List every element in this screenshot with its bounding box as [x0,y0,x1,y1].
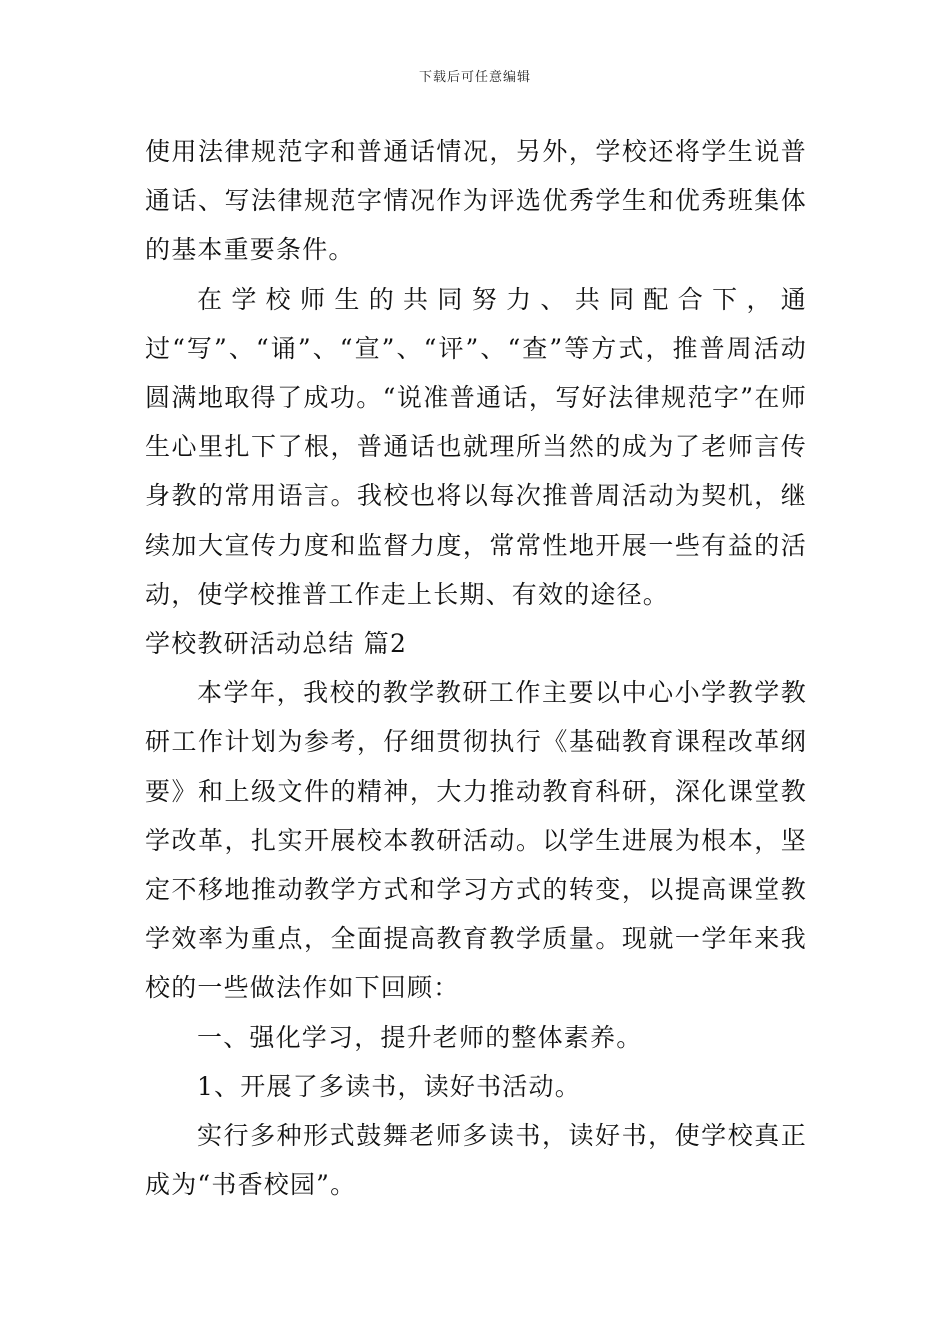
paragraph-promotion-summary: 在学校师生的共同努力、共同配合下，通过“写”、“诵”、“宣”、“评”、“查”等方式，推普周活动圆满地取得了成功。“说准普通话，写好法律规范字”在师生心里扎下了根，普通话也就理所当然的成为了老师言传身教的常用语言。我校也将以每次推普周活动为契机，继续加大宣传力度和监督力度，常常性地开展一些有益的活动，使学校推普工作走上长期、有效的途径。 [145,284,807,609]
page-header-note: 下载后可任意编辑 [418,70,531,85]
paragraph-reading-campaign: 实行多种形式鼓舞老师多读书，读好书，使学校真正成为“书香校园”。 [145,1121,807,1200]
paragraph-subpoint-one: 1、开展了多读书，读好书活动。 [197,1071,581,1101]
paragraph-point-one: 一、强化学习，提升老师的整体素养。 [197,1022,643,1052]
paragraph-continuation: 使用法律规范字和普通话情况，另外，学校还将学生说普通话、写法律规范字情况作为评选优秀学生和优秀班集体的基本重要条件。 [145,137,807,265]
paragraph-year-overview: 本学年，我校的教学教研工作主要以中心小学教学教研工作计划为参考，仔细贯彻执行《基础教育课程改革纲要》和上级文件的精神，大力推动教育科研，深化课堂教学改革，扎实开展校本教研活动。以学生进展为根本，坚定不移地推动教学方式和学习方式的转变，以提高课堂教学效率为重点，全面提高教育教学质量。现就一学年来我校的一些做法作如下回顾： [145,678,807,1003]
document-body [145,127,807,1209]
section-heading: 学校教研活动总结 篇2 [145,629,408,659]
